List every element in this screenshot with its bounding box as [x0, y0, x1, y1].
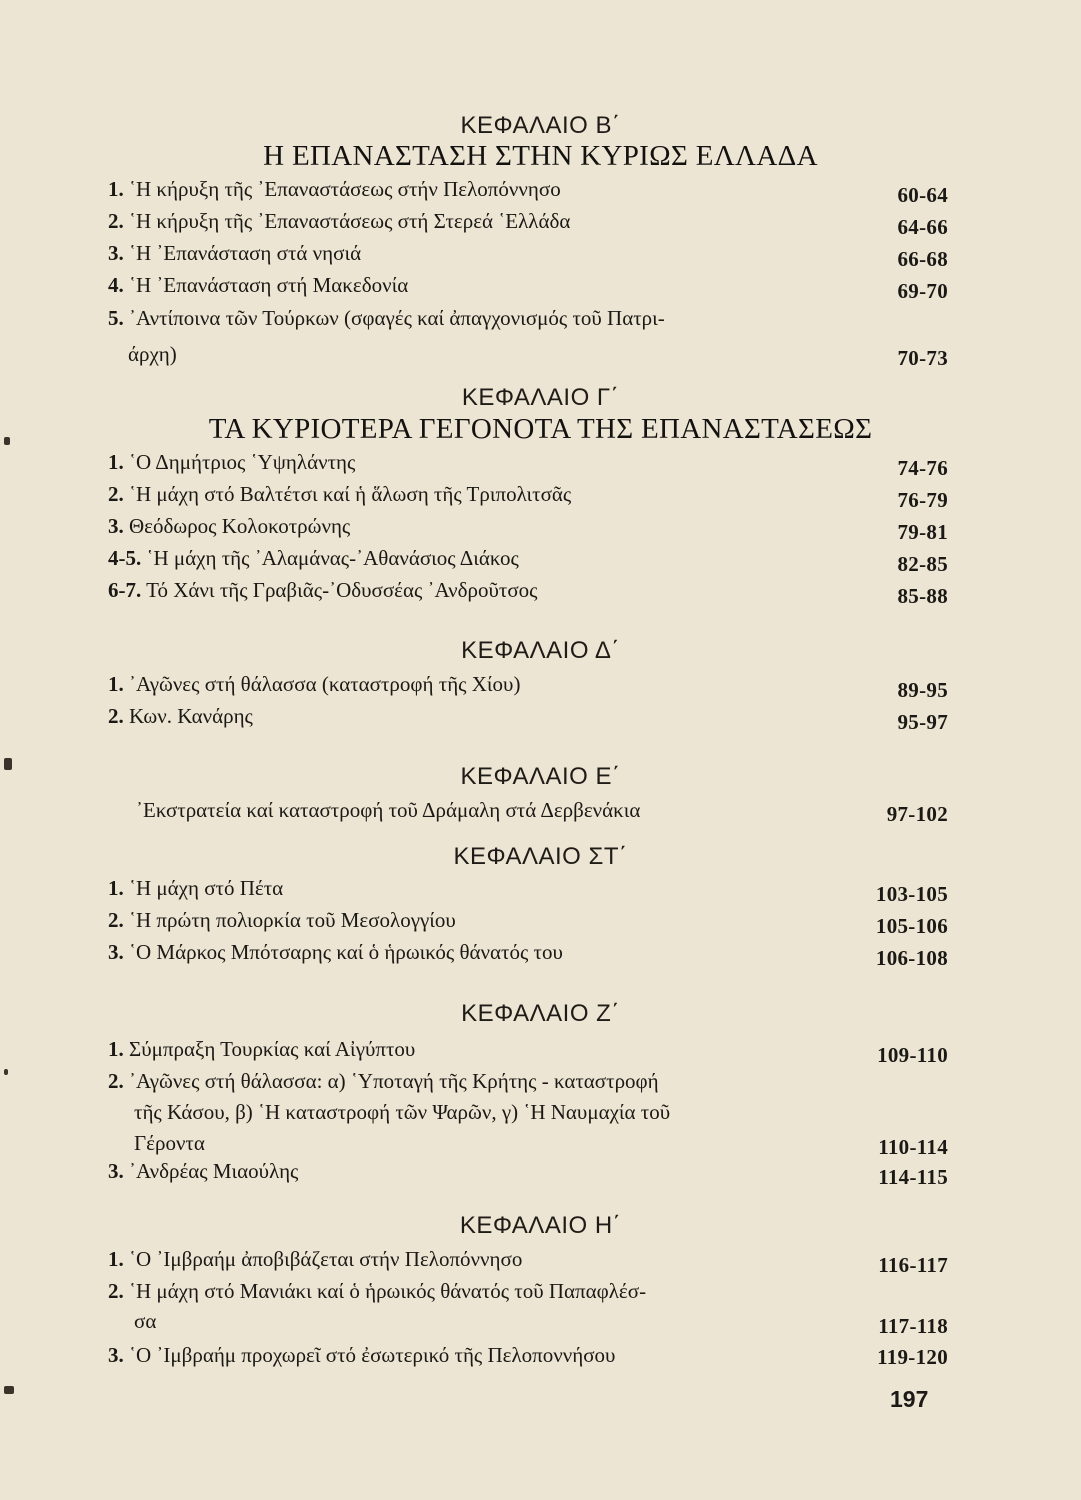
entry-text-continued: Γέροντα — [134, 1131, 205, 1155]
toc-entry — [108, 447, 948, 480]
entry-text: ῾Η μάχη τῆς ᾿Αλαμάνας-᾿Αθανάσιος Διάκος — [146, 546, 519, 570]
entry-pages: 64-66 — [897, 215, 948, 239]
toc-entry — [108, 937, 948, 970]
entry-pages: 89-95 — [897, 678, 948, 702]
toc-entry — [108, 270, 948, 303]
entry-number: 2. — [108, 908, 124, 932]
chapter-heading: ΚΕΦΑΛΑΙΟ ΣΤ΄ — [453, 843, 628, 870]
toc-entry — [108, 174, 948, 207]
chapter-heading: ΚΕΦΑΛΑΙΟ Β΄ — [460, 112, 621, 139]
toc-entry — [108, 479, 948, 512]
entry-text: ᾿Αντίποινα τῶν Τούρκων (σφαγές καί ἀπαγχονισμός τοῦ Πατρι- — [129, 306, 665, 330]
entry-text: ᾿Ανδρέας Μιαούλης — [129, 1159, 299, 1183]
toc-entry — [108, 1340, 948, 1370]
entry-pages: 117-118 — [878, 1314, 948, 1338]
entry-number: 2. — [108, 1279, 124, 1303]
margin-speck — [4, 1069, 8, 1075]
entry-text: ῾Η μάχη στό Βαλτέτσι καί ἡ ἅλωση τῆς Τριπολιτσᾶς — [129, 482, 572, 506]
chapter-heading: ΚΕΦΑΛΑΙΟ Δ΄ — [461, 637, 620, 664]
toc-entry — [108, 669, 948, 702]
toc-entry — [108, 238, 948, 271]
entry-number: 4. — [108, 273, 124, 297]
chapter-heading: ΚΕΦΑΛΑΙΟ Ζ΄ — [461, 1000, 620, 1027]
toc-entry — [108, 873, 948, 906]
entry-number: 2. — [108, 704, 124, 728]
entry-pages: 109-110 — [877, 1043, 948, 1067]
entry-pages: 106-108 — [875, 946, 948, 970]
entry-text: Σύμπραξη Τουρκίας καί Αἰγύπτου — [129, 1037, 416, 1061]
entry-text-continued: τῆς Κάσου, β) ῾Η καταστροφή τῶν Ψαρῶν, γ) ῾Η Ναυμαχία τοῦ — [134, 1100, 671, 1124]
entry-pages: 103-105 — [875, 882, 948, 906]
toc-entry — [136, 795, 948, 825]
entry-number: 3. — [108, 940, 124, 964]
entry-pages: 119-120 — [877, 1345, 948, 1369]
chapter-heading: ΚΕΦΑΛΑΙΟ Ε΄ — [460, 763, 621, 790]
entry-number: 1. — [108, 177, 124, 201]
entry-text-continued: άρχη) — [128, 342, 177, 366]
entry-text: ῾Η κήρυξη τῆς ᾿Επαναστάσεως στή Στερεά ῾Ελλάδα — [129, 209, 571, 233]
entry-text: ῾Η κήρυξη τῆς ᾿Επαναστάσεως στήν Πελοπόννησο — [129, 177, 561, 201]
entry-pages: 116-117 — [878, 1253, 948, 1277]
entry-text: ᾿Εκστρατεία καί καταστροφή τοῦ Δράμαλη στά Δερβενάκια — [136, 798, 641, 822]
entry-pages: 70-73 — [897, 346, 948, 370]
entry-text: ᾿Αγῶνες στή θάλασσα (καταστροφή τῆς Χίου) — [129, 672, 521, 696]
entry-pages: 74-76 — [897, 456, 948, 480]
toc-entry — [108, 543, 948, 576]
entry-text: ῾Η μάχη στό Μανιάκι καί ὁ ἡρωικός θάνατός τοῦ Παπαφλέσ- — [129, 1279, 647, 1303]
toc-entry — [108, 575, 948, 608]
entry-number: 3. — [108, 1343, 124, 1367]
entry-number: 1. — [108, 450, 124, 474]
entry-text-continued: σα — [134, 1309, 157, 1333]
entry-pages: 85-88 — [897, 584, 948, 608]
entry-text: ῾Η πρώτη πολιορκία τοῦ Μεσολογγίου — [129, 908, 456, 932]
toc-entry — [108, 905, 948, 938]
toc-entry — [108, 1066, 948, 1159]
entry-number: 2. — [108, 209, 124, 233]
entry-text: ῾Ο Μάρκος Μπότσαρης καί ὁ ἡρωικός θάνατός του — [129, 940, 563, 964]
toc-entry — [108, 511, 948, 544]
entry-number: 3. — [108, 514, 124, 538]
entry-pages: 82-85 — [897, 552, 948, 576]
entry-text: ῾Η ᾿Επανάσταση στή Μακεδονία — [129, 273, 409, 297]
entry-text: ῾Ο ᾿Ιμβραήμ ἀποβιβάζεται στήν Πελοπόννησο — [129, 1247, 523, 1271]
toc-entry — [108, 1276, 948, 1336]
chapter-title: Η ΕΠΑΝΑΣΤΑΣΗ ΣΤΗΝ ΚΥΡΙΩΣ ΕΛΛΑΔΑ — [263, 140, 818, 172]
toc-entry — [108, 1156, 948, 1189]
margin-speck — [4, 758, 12, 770]
entry-pages: 97-102 — [886, 802, 948, 826]
entry-number: 3. — [108, 1159, 124, 1183]
entry-text: ῾Η ᾿Επανάσταση στά νησιά — [129, 241, 362, 265]
entry-number: 2. — [108, 482, 124, 506]
entry-pages: 95-97 — [897, 710, 948, 734]
entry-number: 1. — [108, 672, 124, 696]
entry-pages: 79-81 — [897, 520, 948, 544]
entry-number: 6-7. — [108, 578, 142, 602]
chapter-heading: ΚΕΦΑΛΑΙΟ Γ΄ — [461, 384, 620, 411]
entry-text: Τό Χάνι τῆς Γραβιᾶς-᾿Οδυσσέας ᾿Ανδροῦτσος — [146, 578, 538, 602]
entry-number: 1. — [108, 876, 124, 900]
entry-text: ῾Η μάχη στό Πέτα — [129, 876, 284, 900]
entry-number: 1. — [108, 1037, 124, 1061]
entry-number: 2. — [108, 1069, 124, 1093]
entry-text: ᾿Αγῶνες στή θάλασσα: α) ῾Υποταγή τῆς Κρήτης - καταστροφή — [129, 1069, 659, 1093]
entry-pages: 66-68 — [897, 247, 948, 271]
entry-number: 3. — [108, 241, 124, 265]
entry-text: ῾Ο Δημήτριος ῾Υψηλάντης — [129, 450, 356, 474]
chapter-heading: ΚΕΦΑΛΑΙΟ Η΄ — [459, 1212, 622, 1239]
entry-pages: 60-64 — [897, 183, 948, 207]
entry-number: 1. — [108, 1247, 124, 1271]
toc-entry — [108, 1034, 948, 1067]
entry-pages: 114-115 — [878, 1165, 948, 1189]
entry-text: Θεόδωρος Κολοκοτρώνης — [129, 514, 351, 538]
toc-entry — [108, 701, 948, 734]
entry-pages: 76-79 — [897, 488, 948, 512]
entry-text: Κων. Κανάρης — [129, 704, 253, 728]
page-number: 197 — [890, 1386, 929, 1412]
entry-pages: 105-106 — [875, 914, 948, 938]
entry-pages: 69-70 — [897, 279, 948, 303]
toc-entry — [108, 1244, 948, 1277]
entry-pages: 110-114 — [878, 1135, 948, 1159]
toc-entry — [108, 303, 948, 369]
entry-text: ῾Ο ᾿Ιμβραήμ προχωρεῖ στό ἐσωτερικό τῆς Πελοποννήσου — [129, 1343, 616, 1367]
margin-speck — [4, 437, 10, 445]
chapter-title: ΤΑ ΚΥΡΙΟΤΕΡΑ ΓΕΓΟΝΟΤΑ ΤΗΣ ΕΠΑΝΑΣΤΑΣΕΩΣ — [208, 413, 873, 445]
margin-speck — [4, 1386, 14, 1394]
toc-entry — [108, 206, 948, 239]
entry-number: 4-5. — [108, 546, 142, 570]
entry-number: 5. — [108, 306, 124, 330]
